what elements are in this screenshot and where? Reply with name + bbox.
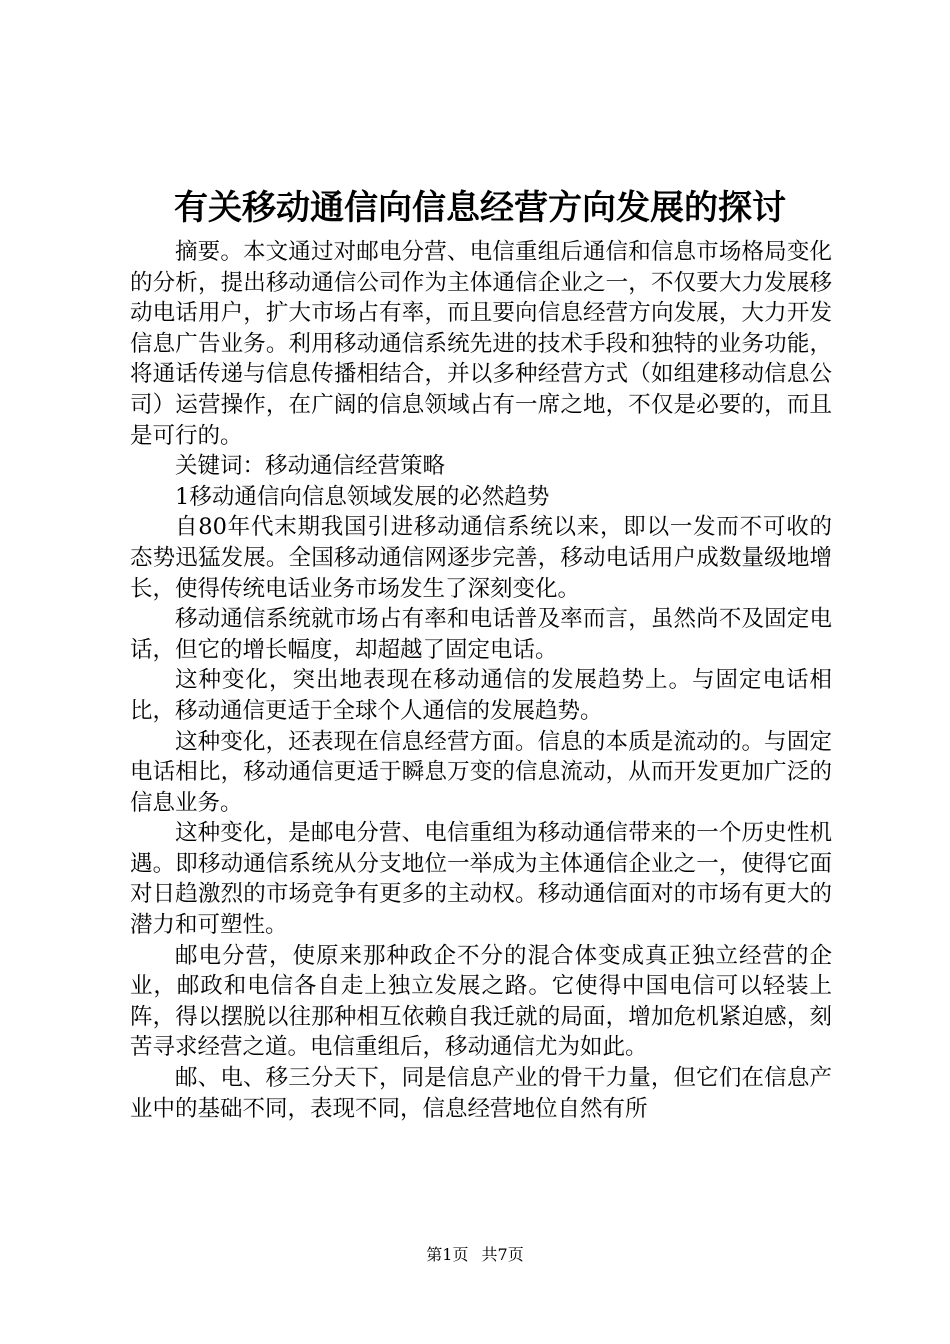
abstract-paragraph: 摘要。本文通过对邮电分营、电信重组后通信和信息市场格局变化的分析，提出移动通信公司作为主体通信企业之一，不仅要大力发展移动电话用户，扩大市场占有率，而且要向信息经营方向发展，大力开发信息广告业务。利用移动通信系统先进的技术手段和独特的业务功能，将通话传递与信息传播相结合，并以多种经营方式（如组建移动信息公司）运营操作，在广阔的信息领域占有一席之地，不仅是必要的，而且是可行的。 xyxy=(130,239,832,449)
document-body xyxy=(130,237,832,1124)
page-footer xyxy=(0,1244,950,1266)
page-number: 第1页 xyxy=(426,1245,469,1264)
body-paragraph: 自80年代末期我国引进移动通信系统以来，即以一发而不可收的态势迅猛发展。全国移动通信网逐步完善，移动电话用户成数量级地增长，使得传统电话业务市场发生了深刻变化。 xyxy=(130,514,832,602)
body-paragraph: 邮电分营，使原来那种政企不分的混合体变成真正独立经营的企业，邮政和电信各自走上独立发展之路。它使得中国电信可以轻装上阵，得以摆脱以往那种相互依赖自我迁就的局面，增加危机紧迫感，刻苦寻求经营之道。电信重组后，移动通信尤为如此。 xyxy=(130,942,832,1061)
body-paragraph: 这种变化，突出地表现在移动通信的发展趋势上。与固定电话相比，移动通信更适于全球个人通信的发展趋势。 xyxy=(130,667,832,724)
page-total: 共7页 xyxy=(481,1245,524,1264)
body-paragraph: 邮、电、移三分天下，同是信息产业的骨干力量，但它们在信息产业中的基础不同，表现不同，信息经营地位自然有所 xyxy=(130,1065,832,1122)
section-heading: 1移动通信向信息领域发展的必然趋势 xyxy=(175,483,550,510)
body-paragraph: 这种变化，是邮电分营、电信重组为移动通信带来的一个历史性机遇。即移动通信系统从分支地位一举成为主体通信企业之一，使得它面对日趋激烈的市场竞争有更多的主动权。移动通信面对的市场有更大的潜力和可塑性。 xyxy=(130,820,832,939)
document-title: 有关移动通信向信息经营方向发展的探讨 xyxy=(174,188,786,228)
body-paragraph: 这种变化，还表现在信息经营方面。信息的本质是流动的。与固定电话相比，移动通信更适于瞬息万变的信息流动，从而开发更加广泛的信息业务。 xyxy=(130,728,832,816)
keywords-line: 关键词：移动通信经营策略 xyxy=(175,453,446,480)
body-paragraph: 移动通信系统就市场占有率和电话普及率而言，虽然尚不及固定电话，但它的增长幅度，却超越了固定电话。 xyxy=(130,606,832,663)
